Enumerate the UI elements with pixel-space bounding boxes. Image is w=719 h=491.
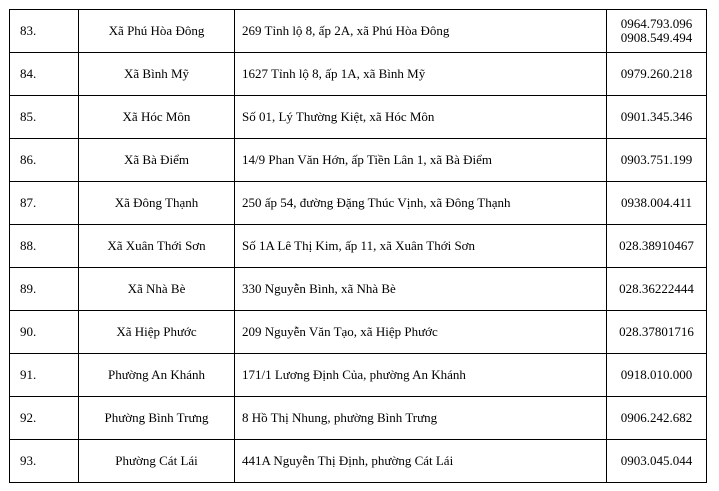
ward-name: Phường An Khánh [79, 354, 235, 397]
address: 14/9 Phan Văn Hớn, ấp Tiền Lân 1, xã Bà Điểm [235, 139, 607, 182]
ward-name: Xã Phú Hòa Đông [79, 10, 235, 53]
phone-number: 0901.345.346 [620, 109, 693, 124]
phone-number: 0903.751.199 [620, 152, 693, 167]
address: Số 1A Lê Thị Kim, ấp 11, xã Xuân Thới Sơn [235, 225, 607, 268]
phone-number: 0918.010.000 [620, 367, 693, 382]
phone-number: 0979.260.218 [620, 66, 693, 81]
phone-number: 028.36222444 [619, 281, 694, 296]
ward-name: Xã Bà Điểm [79, 139, 235, 182]
row-number: 84. [10, 53, 79, 96]
table-row [10, 225, 707, 268]
address: Số 01, Lý Thường Kiệt, xã Hóc Môn [235, 96, 607, 139]
table-row [10, 182, 707, 225]
phone-number: 028.38910467 [619, 238, 694, 253]
phone-cell [607, 10, 707, 53]
row-number: 83. [10, 10, 79, 53]
phone-cell [607, 225, 707, 268]
row-number: 89. [10, 268, 79, 311]
table-row [10, 53, 707, 96]
phone-cell [607, 440, 707, 483]
ward-name: Xã Hóc Môn [79, 96, 235, 139]
table-row [10, 440, 707, 483]
table-row [10, 354, 707, 397]
address: 441A Nguyễn Thị Định, phường Cát Lái [235, 440, 607, 483]
phone-cell [607, 53, 707, 96]
row-number: 85. [10, 96, 79, 139]
ward-name: Xã Nhà Bè [79, 268, 235, 311]
phone-number: 0964.793.096 [620, 16, 693, 31]
phone-number: 0908.549.494 [620, 30, 693, 45]
address: 8 Hồ Thị Nhung, phường Bình Trưng [235, 397, 607, 440]
table-row [10, 311, 707, 354]
address: 1627 Tỉnh lộ 8, ấp 1A, xã Bình Mỹ [235, 53, 607, 96]
table-row [10, 10, 707, 53]
row-number: 87. [10, 182, 79, 225]
ward-name: Xã Hiệp Phước [79, 311, 235, 354]
phone-cell [607, 311, 707, 354]
phone-number: 028.37801716 [619, 324, 694, 339]
phone-cell [607, 139, 707, 182]
phone-number: 0906.242.682 [620, 410, 693, 425]
table-row [10, 268, 707, 311]
address: 330 Nguyễn Bình, xã Nhà Bè [235, 268, 607, 311]
phone-cell [607, 397, 707, 440]
ward-name: Phường Bình Trưng [79, 397, 235, 440]
table-row [10, 397, 707, 440]
table-row [10, 96, 707, 139]
row-number: 88. [10, 225, 79, 268]
phone-number: 0938.004.411 [620, 195, 693, 210]
ward-name: Xã Đông Thạnh [79, 182, 235, 225]
row-number: 92. [10, 397, 79, 440]
row-number: 91. [10, 354, 79, 397]
ward-name: Phường Cát Lái [79, 440, 235, 483]
phone-cell [607, 182, 707, 225]
row-number: 90. [10, 311, 79, 354]
address: 250 ấp 54, đường Đặng Thúc Vịnh, xã Đông Thạnh [235, 182, 607, 225]
phone-cell [607, 268, 707, 311]
row-number: 93. [10, 440, 79, 483]
phone-cell [607, 354, 707, 397]
address: 209 Nguyễn Văn Tạo, xã Hiệp Phước [235, 311, 607, 354]
phone-cell [607, 96, 707, 139]
row-number: 86. [10, 139, 79, 182]
address: 171/1 Lương Định Của, phường An Khánh [235, 354, 607, 397]
phone-number: 0903.045.044 [620, 453, 693, 468]
ward-name: Xã Xuân Thới Sơn [79, 225, 235, 268]
ward-name: Xã Bình Mỹ [79, 53, 235, 96]
table-row [10, 139, 707, 182]
address: 269 Tỉnh lộ 8, ấp 2A, xã Phú Hòa Đông [235, 10, 607, 53]
table-body [10, 10, 707, 483]
contact-table [9, 9, 707, 483]
